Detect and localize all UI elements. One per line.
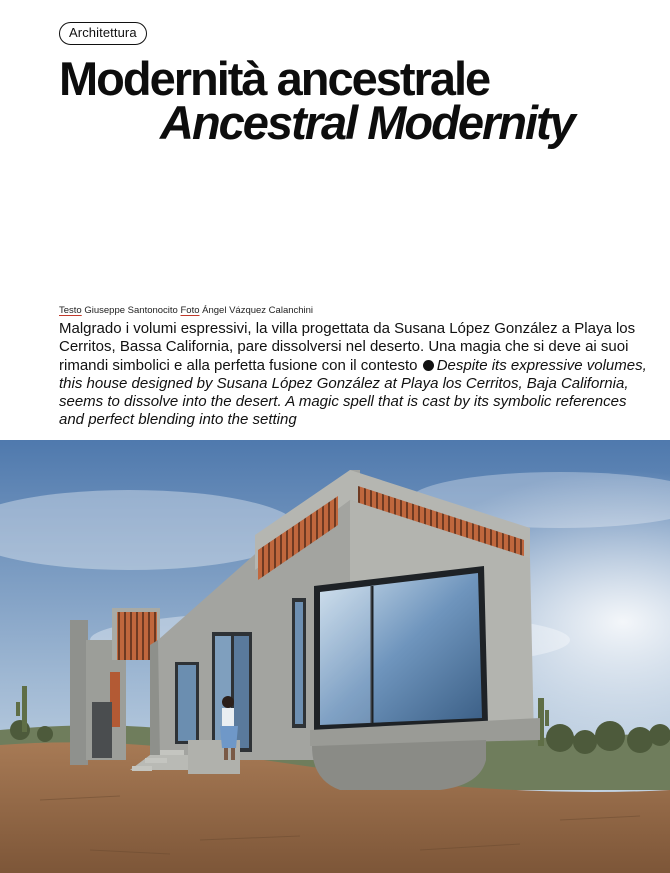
lead-paragraph	[59, 320, 649, 430]
photo-credit-label: Foto	[180, 305, 200, 316]
hero-photo	[0, 440, 670, 873]
title-italian: Modernità ancestrale	[59, 52, 490, 105]
text-credit-label: Testo	[59, 305, 82, 316]
lead-english: Despite its expressive volumes, this house designed by Susana López González at Playa los Cerritos, Baja California, seems to dissolve into the desert. A magic spell that is cast by its symbolic references and perfect blending into the setting	[59, 356, 647, 429]
credits	[59, 305, 313, 317]
title-english: Ancestral Modernity	[160, 96, 574, 149]
photo-credit-author: Ángel Vázquez Calanchini	[202, 305, 314, 316]
bullet-dot-icon	[423, 360, 434, 371]
lead-italian: Malgrado i volumi espressivi, la villa progettata da Susana López González a Playa los Cerritos, Bassa California, pare dissolversi nel deserto. Una magia che si deve ai suoi rimandi simbolici e alla perfetta fusione con il contesto	[59, 320, 636, 374]
house-illustration	[0, 440, 670, 873]
section-tag: Architettura	[59, 22, 147, 45]
text-credit-author: Giuseppe Santonocito	[84, 305, 178, 316]
